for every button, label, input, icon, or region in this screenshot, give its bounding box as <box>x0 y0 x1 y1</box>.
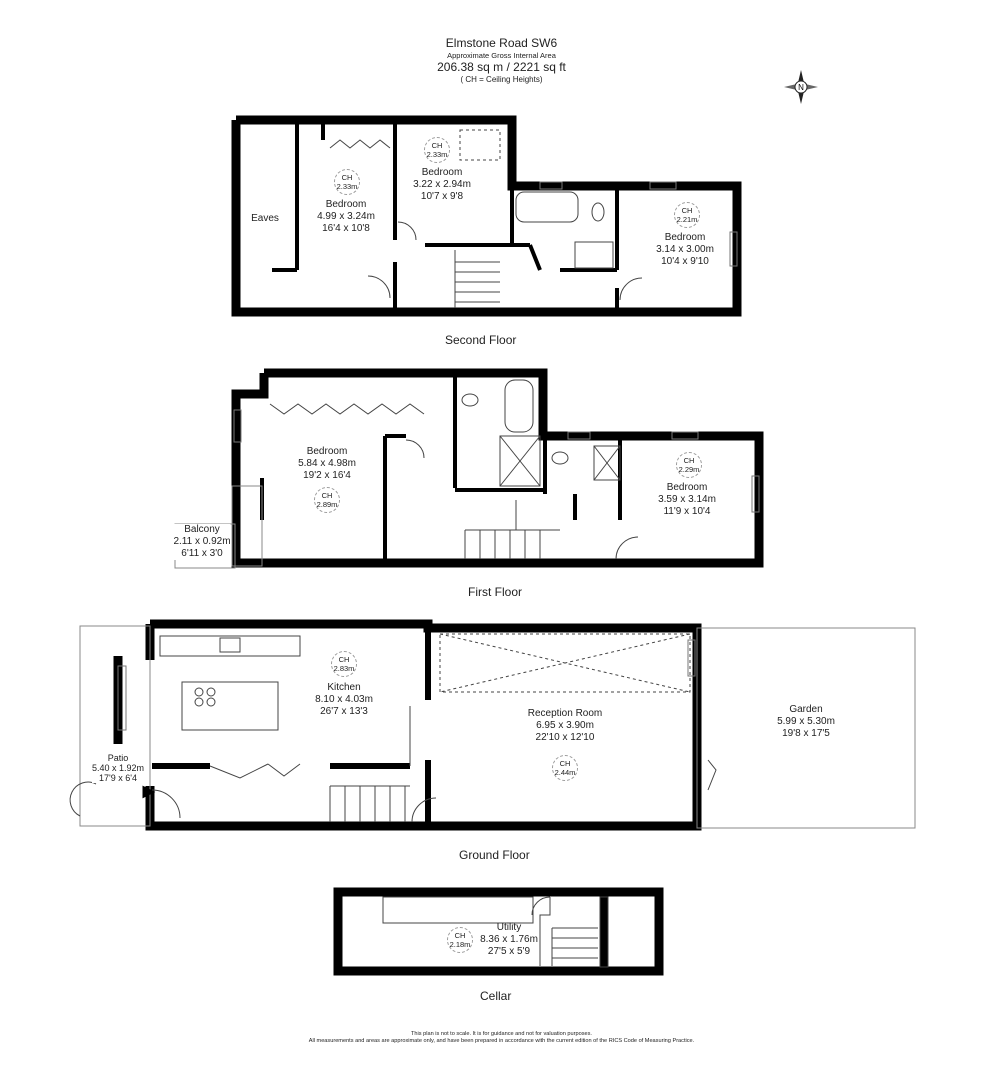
plan-area: 206.38 sq m / 2221 sq ft <box>437 60 566 74</box>
room-imperial: 10'4 x 9'10 <box>661 256 709 267</box>
ch-badge-reception: CH 2.44m <box>552 755 578 781</box>
garden-label <box>777 704 835 740</box>
second-floor-title: Second Floor <box>445 333 517 347</box>
plan-subtitle: Approximate Gross Internal Area <box>447 51 556 60</box>
room-name: Bedroom <box>421 167 463 178</box>
ground-floor-walls <box>118 624 697 826</box>
compass-label: N <box>798 83 804 92</box>
eaves-label: Eaves <box>251 213 279 224</box>
room-imperial: 6'11 x 3'0 <box>181 548 223 559</box>
ground-floor-inner-walls <box>152 628 428 822</box>
plan-title: Elmstone Road SW6 <box>445 36 558 50</box>
second-bedroom-3-label <box>656 232 714 268</box>
room-name: Bedroom <box>325 199 367 210</box>
second-floor-walls <box>236 120 737 312</box>
room-name: Bedroom <box>666 482 708 493</box>
ch-badge-second-bedroom-3: CH 2.21m <box>674 202 700 228</box>
room-metric: 6.95 x 3.90m <box>536 720 594 731</box>
room-imperial: 22'10 x 12'10 <box>535 732 595 743</box>
room-name: Bedroom <box>664 232 706 243</box>
room-imperial: 19'2 x 16'4 <box>303 470 351 481</box>
room-name: Patio <box>107 753 129 763</box>
room-imperial: 19'8 x 17'5 <box>782 728 830 739</box>
ch-badge-first-bedroom-2: CH 2.29m <box>676 452 702 478</box>
room-metric: 8.36 x 1.76m <box>480 934 538 945</box>
ch-badge-utility: CH 2.18m <box>447 927 473 953</box>
room-metric: 4.99 x 3.24m <box>317 211 375 222</box>
room-imperial: 10'7 x 9'8 <box>420 191 464 202</box>
room-imperial: 11'9 x 10'4 <box>663 506 711 517</box>
room-name: Garden <box>789 704 823 715</box>
room-metric: 3.22 x 2.94m <box>413 179 471 190</box>
room-metric: 3.14 x 3.00m <box>656 244 714 255</box>
ch-badge-kitchen: CH 2.83m <box>331 651 357 677</box>
disclaimer-line-2: All measurements and areas are approximate only, and have been prepared in accordance with the current edition of the RICS Code of Measuring Practice. <box>308 1038 695 1044</box>
room-name: Reception Room <box>527 708 603 719</box>
room-imperial: 17'9 x 6'4 <box>99 773 137 783</box>
room-metric: 2.11 x 0.92m <box>173 536 231 547</box>
room-metric: 5.99 x 5.30m <box>777 716 835 727</box>
ch-badge-second-bedroom-2: CH 2.33m <box>424 137 450 163</box>
room-imperial: 16'4 x 10'8 <box>322 223 370 234</box>
first-floor-title: First Floor <box>468 585 522 599</box>
reception-room-label <box>528 708 602 744</box>
room-metric: 5.84 x 4.98m <box>298 458 356 469</box>
first-bedroom-1-label <box>298 446 356 482</box>
ground-floor-title: Ground Floor <box>459 848 530 862</box>
room-name: Utility <box>496 922 522 933</box>
first-bedroom-2-label <box>658 482 716 518</box>
room-metric: 3.59 x 3.14m <box>658 494 716 505</box>
second-bedroom-2-label <box>413 167 471 203</box>
room-imperial: 26'7 x 13'3 <box>320 706 368 717</box>
kitchen-label <box>315 682 373 718</box>
ch-badge-second-bedroom-1: CH 2.33m <box>334 169 360 195</box>
cellar-title: Cellar <box>480 989 512 1003</box>
first-floor-fixtures <box>175 380 759 568</box>
room-name: Bedroom <box>306 446 348 457</box>
room-metric: 5.40 x 1.92m <box>91 763 145 773</box>
patio-label <box>92 753 144 783</box>
utility-label <box>480 922 538 958</box>
room-metric: 8.10 x 4.03m <box>315 694 373 705</box>
room-name: Balcony <box>184 524 220 535</box>
ch-badge-first-bedroom-1: CH 2.89m <box>314 487 340 513</box>
room-imperial: 27'5 x 5'9 <box>487 946 531 957</box>
plan-note: ( CH = Ceiling Heights) <box>460 75 543 84</box>
room-name: Kitchen <box>327 682 361 693</box>
disclaimer-line-1: This plan is not to scale. It is for guidance and not for valuation purposes. <box>411 1031 592 1037</box>
second-bedroom-1-label <box>317 199 375 235</box>
balcony-label <box>173 524 230 560</box>
